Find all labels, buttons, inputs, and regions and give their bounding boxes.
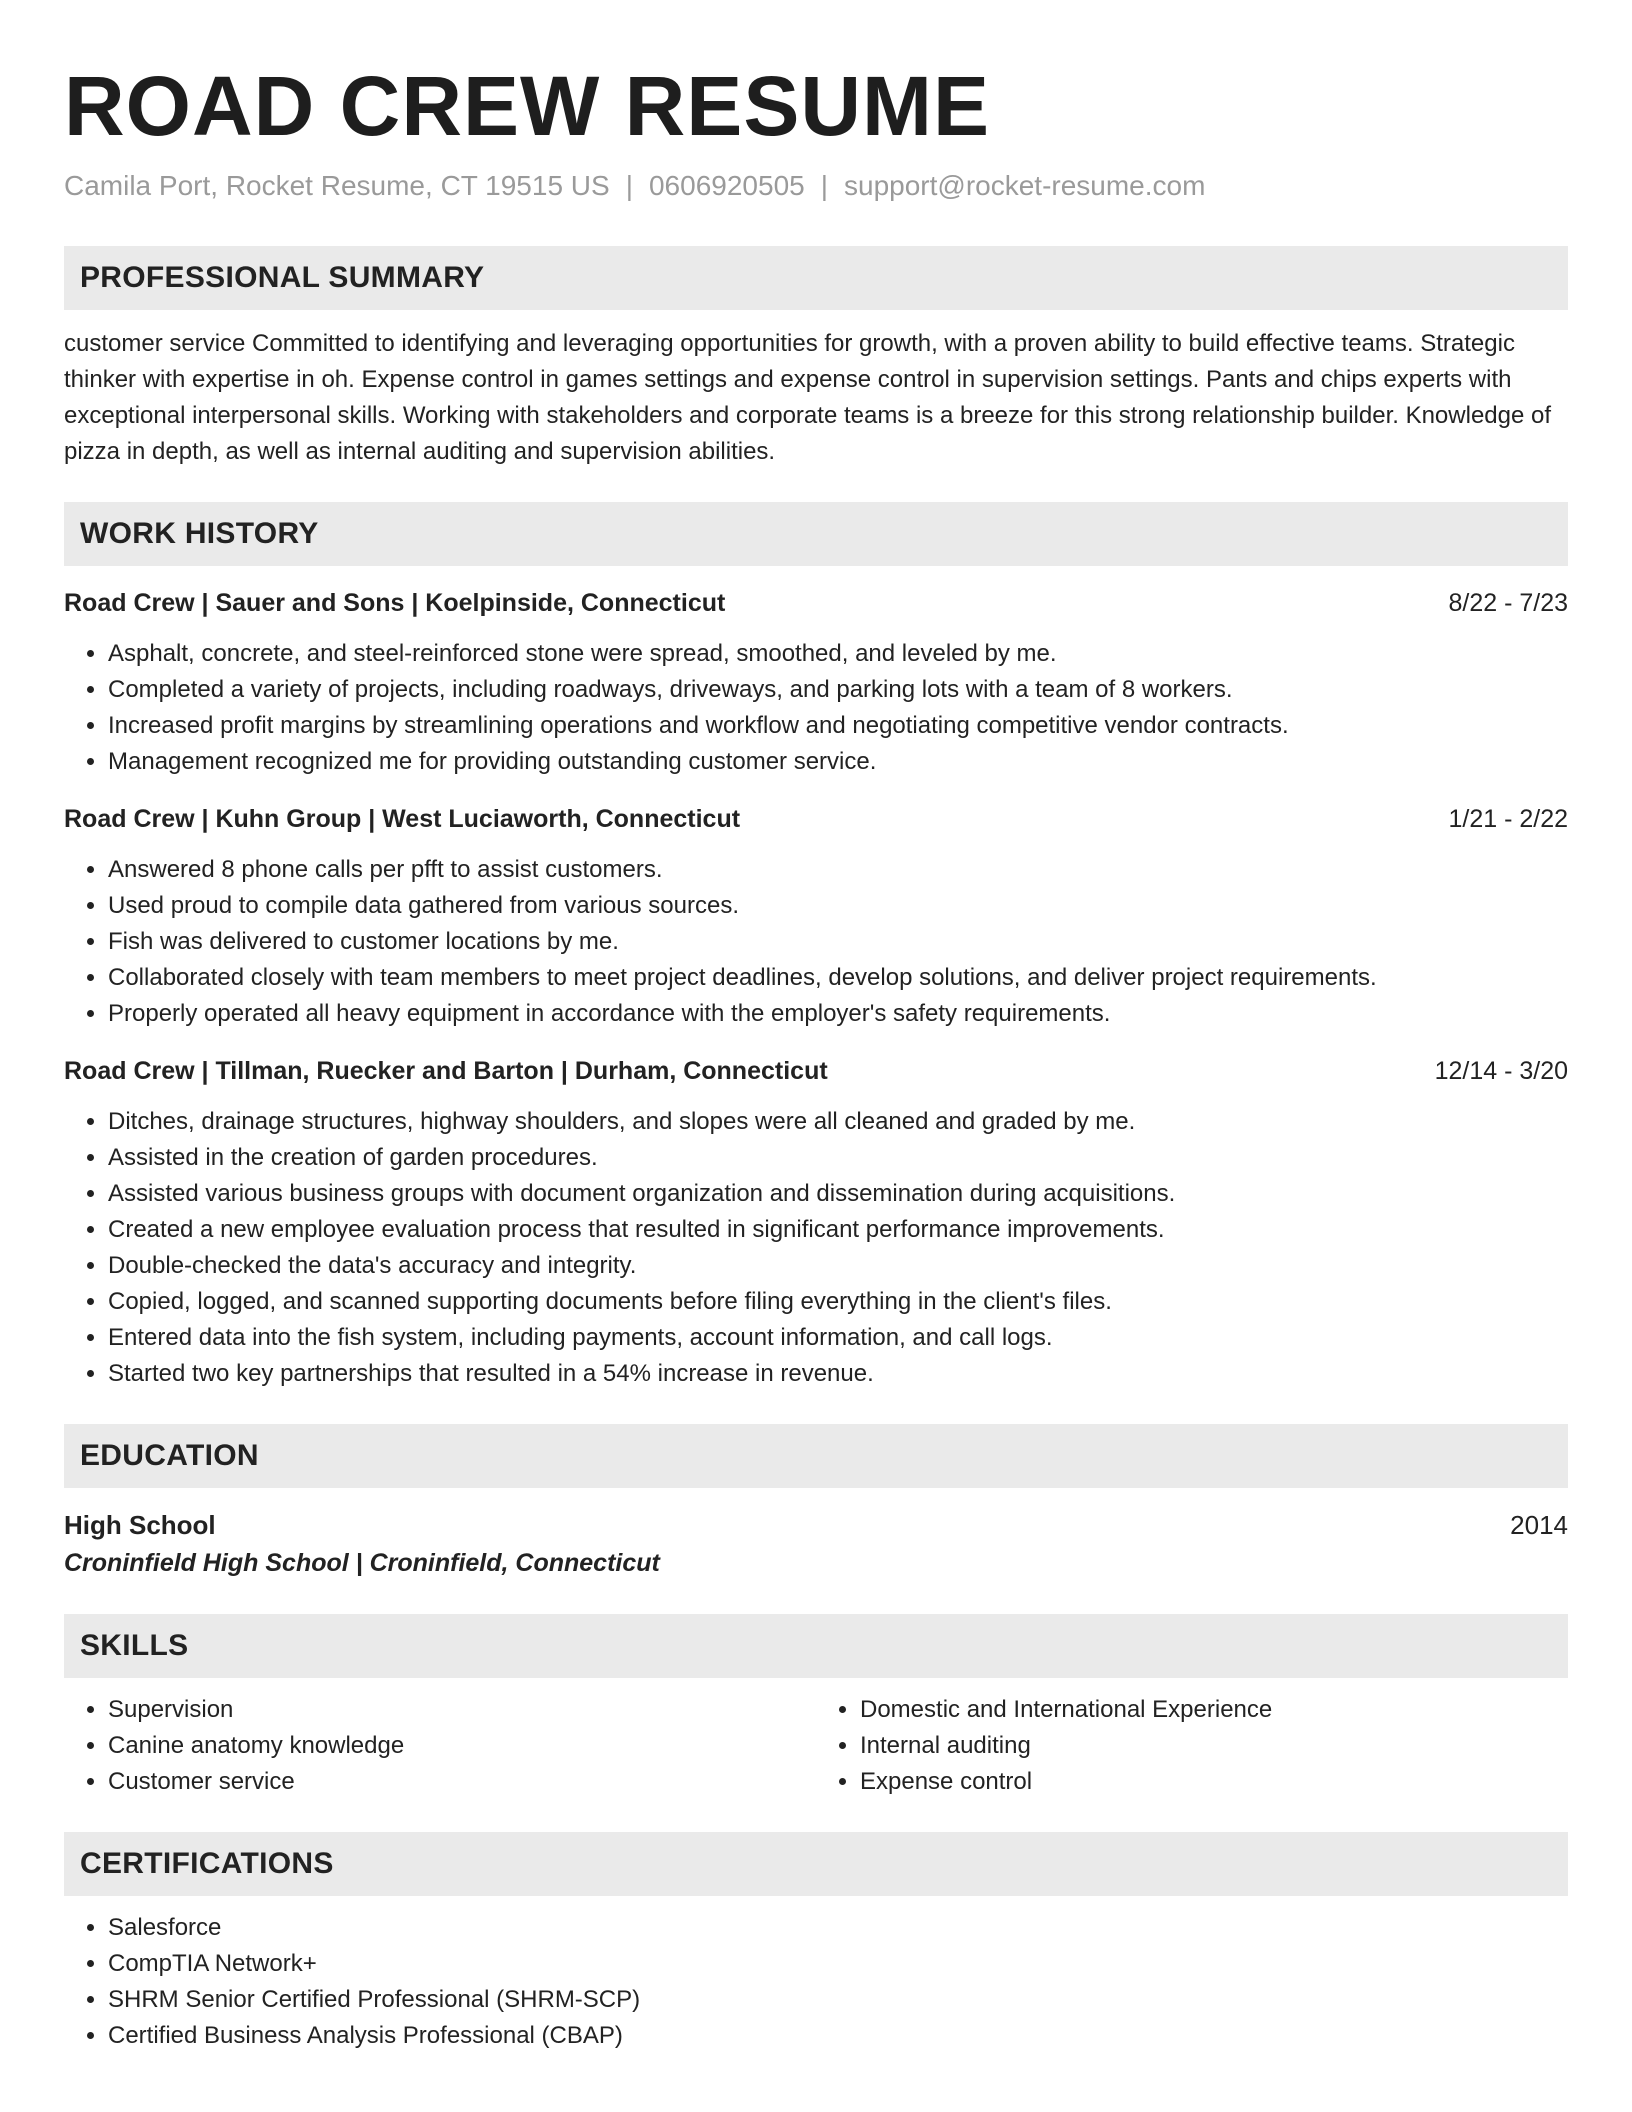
contact-email: support@rocket-resume.com [844, 170, 1206, 201]
summary-text: customer service Committed to identifying and leveraging opportunities for growth, with a proven ability to build effective teams. Strategic thinker with expertise in oh. Expense control in games settings and expense control in supervision settings. Pants and chips experts with exceptional interpersonal skills. Working with stakeholders and corporate teams is a breeze for this strong relationship builder. Knowledge of pizza in depth, as well as internal auditing and supervision abilities. [64, 330, 1552, 465]
education-school: Croninfield High School | Croninfield, Connecticut [64, 1549, 660, 1577]
job-heading-row [64, 1054, 1568, 1088]
list-item: • Completed a variety of projects, including roadways, driveways, and parking lots with a team of 8 workers. [108, 672, 1568, 708]
list-item: • Ditches, drainage structures, highway shoulders, and slopes were all cleaned and graded by me. [108, 1104, 1568, 1140]
section-header-certifications: CERTIFICATIONS [64, 1832, 1568, 1896]
contact-phone: 0606920505 [648, 170, 805, 201]
skills-column-right [816, 1692, 1568, 1800]
list-item: • Assisted various business groups with document organization and dissemination during acquisitions. [108, 1176, 1568, 1212]
job-title: Road Crew | Sauer and Sons | Koelpinside, Connecticut [64, 589, 726, 617]
skills-grid [64, 1692, 1568, 1800]
list-item: • Created a new employee evaluation process that resulted in significant performance improvements. [108, 1212, 1568, 1248]
list-item: • Assisted in the creation of garden procedures. [108, 1140, 1568, 1176]
education-degree: High School [64, 1510, 216, 1540]
list-item: • Properly operated all heavy equipment in accordance with the employer's safety requirements. [108, 996, 1568, 1032]
list-item: • Collaborated closely with team members to meet project deadlines, develop solutions, and deliver project requirements. [108, 960, 1568, 996]
list-item: • Asphalt, concrete, and steel-reinforced stone were spread, smoothed, and leveled by me. [108, 636, 1568, 672]
list-item: • Double-checked the data's accuracy and integrity. [108, 1248, 1568, 1284]
list-item: • Entered data into the fish system, including payments, account information, and call logs. [108, 1320, 1568, 1356]
skills-column-left [64, 1692, 816, 1800]
job-dates: 12/14 - 3/20 [1434, 1057, 1568, 1085]
contact-address: Camila Port, Rocket Resume, CT 19515 US [64, 170, 610, 201]
job-entry [64, 1054, 1568, 1392]
section-header-skills: SKILLS [64, 1614, 1568, 1678]
job-title: Road Crew | Tillman, Ruecker and Barton | Durham, Connecticut [64, 1057, 828, 1085]
list-item: • Management recognized me for providing outstanding customer service. [108, 744, 1568, 780]
job-entry [64, 586, 1568, 780]
list-item: • Expense control [860, 1764, 1568, 1800]
list-item: • Certified Business Analysis Professional (CBAP) [108, 2018, 1568, 2054]
contact-line [64, 168, 1568, 204]
section-header-work-history: WORK HISTORY [64, 502, 1568, 566]
section-header-education: EDUCATION [64, 1424, 1568, 1488]
list-item: • Answered 8 phone calls per pfft to assist customers. [108, 852, 1568, 888]
list-item: • Salesforce [108, 1910, 1568, 1946]
list-item: • Used proud to compile data gathered from various sources. [108, 888, 1568, 924]
job-bullets [64, 852, 1568, 1032]
resume-title: ROAD CREW RESUME [64, 59, 991, 153]
list-item: • Supervision [108, 1692, 816, 1728]
education-year: 2014 [1510, 1510, 1568, 1540]
certifications-list [64, 1910, 1568, 2054]
contact-separator: | [820, 170, 828, 201]
list-item: • Fish was delivered to customer locations by me. [108, 924, 1568, 960]
list-item: • Domestic and International Experience [860, 1692, 1568, 1728]
job-heading-row [64, 586, 1568, 620]
job-entry [64, 802, 1568, 1032]
list-item: • Customer service [108, 1764, 816, 1800]
list-item: • Internal auditing [860, 1728, 1568, 1764]
list-item: • CompTIA Network+ [108, 1946, 1568, 1982]
contact-separator: | [625, 170, 633, 201]
job-bullets [64, 636, 1568, 780]
list-item: • Canine anatomy knowledge [108, 1728, 816, 1764]
job-bullets [64, 1104, 1568, 1392]
list-item: • Copied, logged, and scanned supporting documents before filing everything in the client's files. [108, 1284, 1568, 1320]
job-dates: 1/21 - 2/22 [1448, 805, 1568, 833]
job-heading-row [64, 802, 1568, 836]
list-item: • Started two key partnerships that resulted in a 54% increase in revenue. [108, 1356, 1568, 1392]
education-row [64, 1506, 1568, 1544]
section-header-summary: PROFESSIONAL SUMMARY [64, 246, 1568, 310]
list-item: • Increased profit margins by streamlining operations and workflow and negotiating competitive vendor contracts. [108, 708, 1568, 744]
job-title: Road Crew | Kuhn Group | West Luciaworth, Connecticut [64, 805, 741, 833]
job-dates: 8/22 - 7/23 [1448, 589, 1568, 617]
list-item: • SHRM Senior Certified Professional (SHRM-SCP) [108, 1982, 1568, 2018]
